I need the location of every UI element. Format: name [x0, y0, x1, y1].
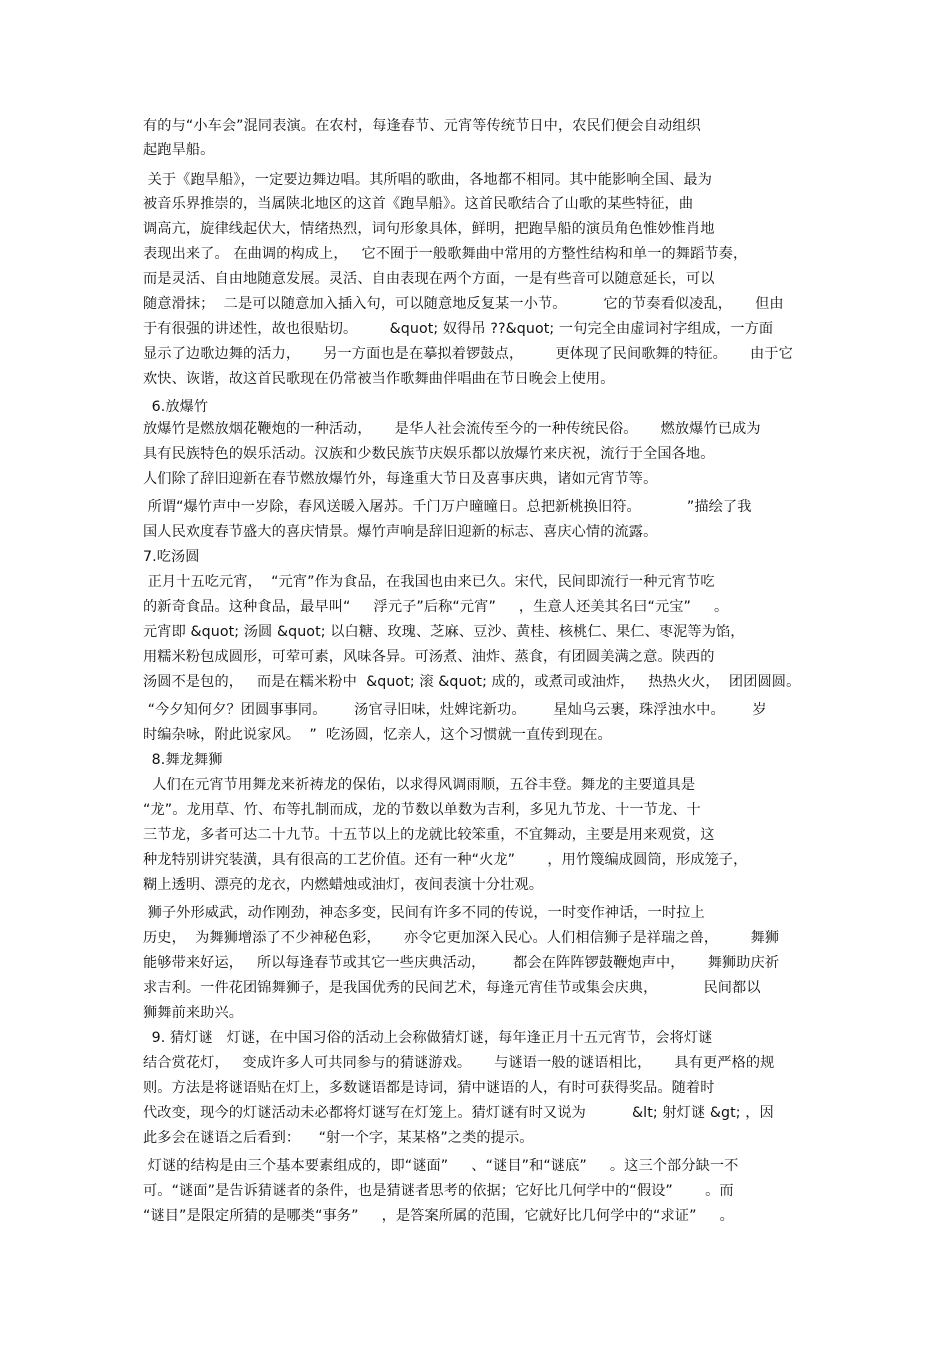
text-line: 求吉利。一件花团锦舞狮子，是我国优秀的民间艺术，每逢元宵佳节或集会庆典， 民间都以	[143, 980, 761, 996]
text-line: 可。“谜面”是告诉猜谜者的条件，也是猜谜者思考的依据；它好比几何学中的“假设” 。而	[143, 1183, 734, 1199]
text-line: 被音乐界推崇的，当属陕北地区的这首《跑旱船》。这首民歌结合了山歌的某些特征，曲	[143, 196, 694, 212]
text-line: 7.吃汤圆	[143, 549, 200, 565]
text-line: 狮舞前来助兴。	[143, 1005, 244, 1021]
text-line: 关于《跑旱船》，一定要边舞边唱。其所唱的歌曲，各地都不相同。其中能影响全国、最为	[143, 172, 713, 188]
text-line: 时编杂咏，附此说家风。 ” 吃汤圆，忆亲人，这个习惯就一直传到现在。	[143, 727, 612, 743]
text-line: 汤圆不是包的， 而是在糯米粉中 &quot; 滚 &quot; 成的，或煮司或油炸， 热热火火， 团团圆圆。	[143, 674, 801, 690]
text-line: 种龙特别讲究装潢，具有很高的工艺价值。还有一种“火龙” ，用竹篾编成圆筒，形成笼子，	[143, 852, 748, 868]
text-line: “龙”。龙用草、竹、布等扎制而成，龙的节数以单数为吉利，多见九节龙、十一节龙、十	[143, 802, 701, 818]
text-line: 则。方法是将谜语贴在灯上，多数谜语都是诗词，猜中谜语的人，有时可获得奖品。随着时	[143, 1080, 715, 1096]
text-line: 而是灵活、自由地随意发展。灵活、自由表现在两个方面，一是有些音可以随意延长，可以	[143, 271, 715, 287]
text-line: 8.舞龙舞狮	[147, 752, 223, 768]
text-line: 代改变，现今的灯谜活动未必都将灯谜写在灯笼上。猜灯谜有时又说为 &lt; 射灯谜 &gt; ，因	[143, 1105, 774, 1121]
text-line: 此多会在谜语之后看到： “射一个字，某某格”之类的提示。	[143, 1130, 534, 1146]
text-line: 结合赏花灯， 变成许多人可共同参与的猜谜游戏。 与谜语一般的谜语相比， 具有更严格的规	[143, 1055, 775, 1071]
text-line: 灯谜的结构是由三个基本要素组成的，即“谜面” 、“谜目”和“谜底” 。这三个部分缺一不	[143, 1158, 739, 1174]
text-line: 欢快、诙谐，故这首民歌现在仍常被当作歌舞曲伴唱曲在节日晚会上使用。	[143, 371, 615, 387]
text-line: 放爆竹是燃放烟花鞭炮的一种活动， 是华人社会流传至今的一种传统民俗。 燃放爆竹已成为	[143, 421, 761, 437]
text-line: 人们在元宵节用舞龙来祈祷龙的保佑，以求得风调雨顺，五谷丰登。舞龙的主要道具是	[143, 777, 696, 793]
text-line: 于有很强的讲述性，故也很贴切。 &quot; 奴得吊 ??&quot; 一句完全由虚词衬字组成，一方面	[143, 321, 774, 337]
text-line: 显示了边歌边舞的活力， 另一方面也是在摹拟着锣鼓点， 更体现了民间歌舞的特征。 由于它	[143, 346, 793, 362]
text-line: 6.放爆竹	[147, 399, 209, 415]
text-line: “今夕知何夕？团圆事事同。 汤官寻旧味，灶婢诧新功。 星灿乌云裹，珠浮浊水中。 岁	[143, 702, 767, 718]
text-line: 糊上透明、漂亮的龙衣，内燃蜡烛或油灯，夜间表演十分壮观。	[143, 877, 544, 893]
text-line: 能够带来好运， 所以每逢春节或其它一些庆典活动， 都会在阵阵锣鼓鞭炮声中， 舞狮助庆祈	[143, 955, 780, 971]
text-line: 起跑旱船。	[143, 142, 215, 158]
text-line: 的新奇食品。这种食品，最早叫“ 浮元子”后称“元宵” ，生意人还美其名曰“元宝” 。	[143, 599, 729, 615]
text-line: 历史， 为舞狮增添了不少神秘色彩， 亦令它更加深入民心。人们相信狮子是祥瑞之兽， 舞狮	[143, 930, 780, 946]
text-line: 用糯米粉包成圆形，可荤可素，风味各异。可汤煮、油炸、蒸食，有团圆美满之意。陕西的	[143, 649, 715, 665]
text-line: 调高亢，旋律线起伏大，情绪热烈，词句形象具体，鲜明，把跑旱船的演员角色惟妙惟肖地	[143, 221, 715, 237]
text-line: 随意滑抹； 二是可以随意加入插入句，可以随意地反复某一小节。 它的节奏看似凌乱， 但由	[143, 296, 784, 312]
text-line: 具有民族特色的娱乐活动。汉族和少数民族节庆娱乐都以放爆竹来庆祝，流行于全国各地。	[143, 446, 715, 462]
text-line: 元宵即 &quot; 汤圆 &quot; 以白糖、玫瑰、芝麻、豆沙、黄桂、核桃仁、果仁、枣泥等为馅，	[143, 624, 745, 640]
text-line: 正月十五吃元宵， “元宵”作为食品，在我国也由来已久。宋代，民间即流行一种元宵节吃	[143, 574, 715, 590]
text-line: 三节龙，多者可达二十九节。十五节以上的龙就比较笨重，不宜舞动，主要是用来观赏，这	[143, 827, 715, 843]
text-line: 9. 猜灯谜 灯谜，在中国习俗的活动上会称做猜灯谜，每年逢正月十五元宵节，会将灯谜	[147, 1030, 713, 1046]
text-line: “谜目”是限定所猜的是哪类“事务” ，是答案所属的范围，它就好比几何学中的“求证” 。	[143, 1208, 734, 1224]
text-line: 人们除了辞旧迎新在春节燃放爆竹外，每逢重大节日及喜事庆典，诸如元宵节等。	[143, 471, 658, 487]
text-line: 所谓“爆竹声中一岁除，春风送暖入屠苏。千门万户曈曈日。总把新桃换旧符。 ”描绘了我	[143, 499, 752, 515]
text-line: 狮子外形威武，动作刚劲，神态多变，民间有许多不同的传说，一时变作神话，一时拉上	[143, 905, 705, 921]
text-line: 表现出来了。 在曲调的构成上， 它不囿于一般歌舞曲中常用的方整性结构和单一的舞蹈节奏，	[143, 246, 748, 262]
text-line: 有的与“小车会”混同表演。在农村，每逢春节、元宵等传统节日中，农民们便会自动组织	[143, 118, 701, 134]
text-line: 国人民欢度春节盛大的喜庆情景。爆竹声响是辞旧迎新的标志、喜庆心情的流露。	[143, 524, 658, 540]
